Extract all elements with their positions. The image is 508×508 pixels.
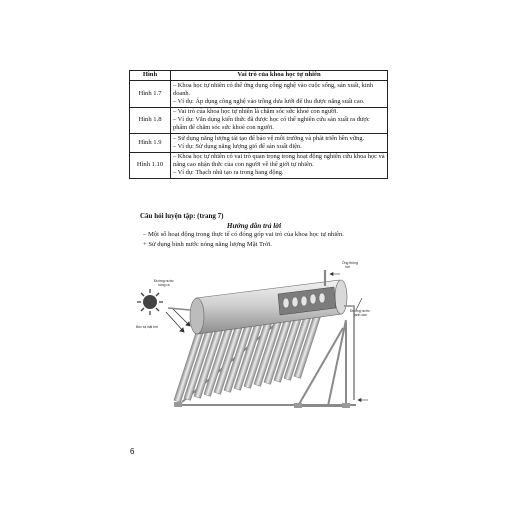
table-row (130, 152, 388, 179)
label-hot-water-outlet-2: nóng ra (158, 283, 170, 287)
page-number: 6 (130, 447, 135, 456)
table-header-row (130, 71, 388, 81)
sun-ray-arrows (166, 308, 190, 332)
label-hot-water-outlet-1: Đường nước (154, 279, 174, 283)
answer-heading: Hướng dẫn trả lời (226, 222, 282, 230)
figure-cell: Hình 1.8 (130, 107, 171, 134)
answer-line: + Sử dụng bình nước nóng năng lượng Mặt Trời. (143, 241, 272, 248)
description-line: – Ví dụ: Áp dụng công nghệ vào trồng dưa lưới để thu được năng suất cao. (173, 97, 365, 105)
label-cold-water-inlet-2: lạnh vào (354, 313, 367, 317)
description-line: – Ví dụ: Thạch nhũ tạo ra trong hang động. (173, 169, 284, 177)
solar-water-heater-illustration (128, 250, 380, 430)
figure-cell: Hình 1.9 (130, 134, 171, 152)
label-sun-rays: Bức xạ mặt trời (136, 325, 158, 329)
description-line: – Khoa học tự nhiên có vai trò quan trọng trong hoạt động nghiên cứu khoa học và nâng cao nhận thức của con người về thế giới tự nhiên. (173, 153, 385, 169)
description-line: – Ví dụ: Sử dụng năng lượng gió để sản xuất điện. (173, 142, 302, 150)
label-vent-2: hơi (345, 265, 350, 269)
description-cell (171, 107, 388, 134)
table-row (130, 107, 388, 134)
figure-cell: Hình 1.10 (130, 152, 171, 179)
description-cell (171, 81, 388, 108)
science-roles-table (129, 70, 388, 179)
description-line: – Sử dụng năng lượng tái tạo để bảo vệ môi trường và phát triển bền vững. (173, 134, 365, 142)
sun-icon (137, 289, 163, 315)
table-row (130, 134, 388, 152)
label-cold-water-inlet-1: Đường nước (350, 309, 370, 313)
column-header-role: Vai trò của khoa học tự nhiên (171, 71, 388, 81)
column-header-figure: Hình (130, 71, 171, 81)
description-line: – Vai trò của khoa học tự nhiên là chăm sóc sức khoẻ con người. (173, 108, 339, 116)
figure-cell: Hình 1.7 (130, 81, 171, 108)
description-line: – Ví dụ: Vắn dụng kiến thức đã được học có thể nghiên cứu sản xuất ra được phẩm để chăm sóc sức khoẻ con người. (173, 116, 370, 132)
answer-line: – Một số hoạt động trong thực tế có đóng góp vai trò của khoa học tự nhiên. (143, 231, 344, 238)
description-cell (171, 152, 388, 179)
description-line: – Khoa học tự nhiên có thể ứng dụng công nghệ vào cuộc sống, sản xuất, kinh doanh. (173, 81, 374, 97)
label-vent-1: Ống thông (342, 261, 358, 265)
table-row (130, 81, 388, 108)
description-cell (171, 134, 388, 152)
practice-heading: Câu hỏi luyện tập: (trang 7) (140, 212, 224, 220)
